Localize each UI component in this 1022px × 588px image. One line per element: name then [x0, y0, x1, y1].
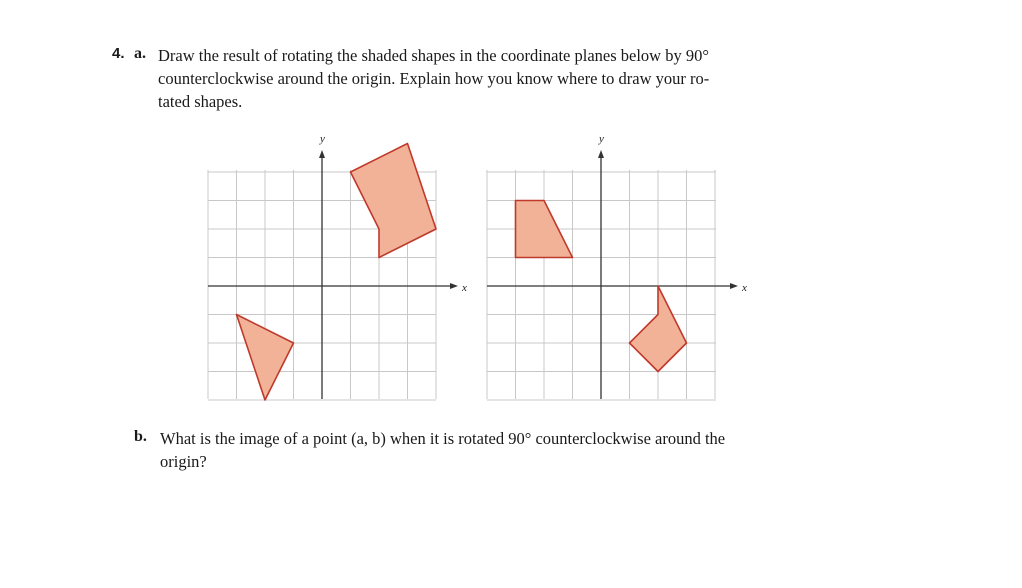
coordinate-plane-1 [208, 133, 467, 400]
part-a-line-3: tated shapes. [158, 92, 243, 111]
part-a-line-1: Draw the result of rotating the shaded shapes in the coordinate planes below by 90° [158, 46, 709, 65]
part-a-label: a. [134, 45, 146, 62]
shaded-shape-quadrilateral [630, 286, 687, 372]
part-b-text [160, 427, 725, 473]
part-b-line-1: What is the image of a point (a, b) when it is rotated 90° counterclockwise around the [160, 429, 726, 448]
part-b-line-2: origin? [160, 452, 207, 471]
coordinate-plane-2 [487, 133, 747, 400]
part-a-line-2: counterclockwise around the origin. Explain how you know where to draw your ro- [158, 69, 710, 88]
part-b-label: b. [134, 428, 147, 445]
problem-number: 4. [112, 45, 125, 62]
x-axis-arrow-icon [730, 283, 738, 289]
x-axis-arrow-icon [450, 283, 458, 289]
y-axis-arrow-icon [598, 150, 604, 158]
y-axis-label: y [599, 133, 604, 145]
x-axis-label: x [742, 282, 747, 294]
y-axis-arrow-icon [319, 150, 325, 158]
x-axis-label: x [462, 282, 467, 294]
y-axis-label: y [320, 133, 325, 145]
